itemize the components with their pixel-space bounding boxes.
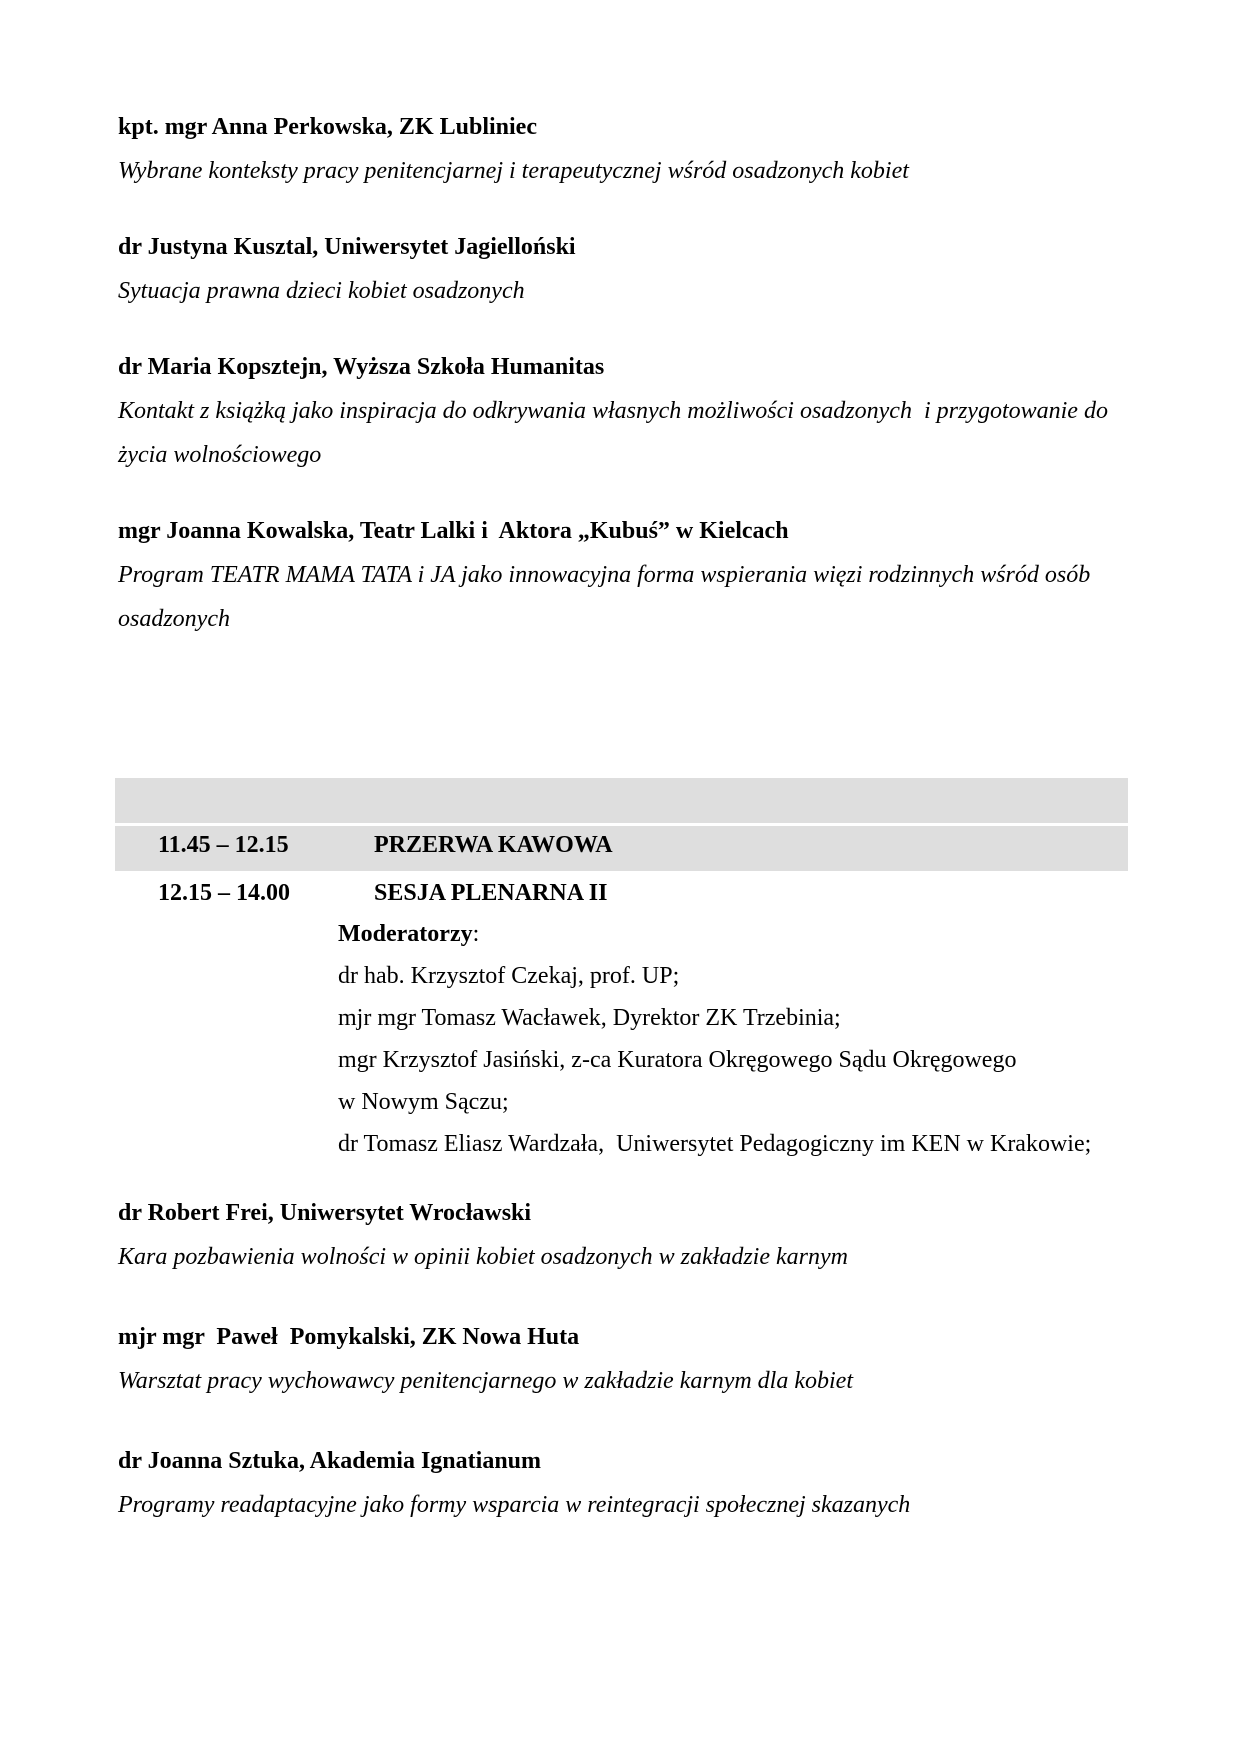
speaker-name: dr Maria Kopsztejn, Wyższa Szkoła Humanitas	[118, 354, 605, 380]
speaker-entry	[118, 345, 1128, 477]
speaker-entry	[118, 1315, 1128, 1403]
speaker-name: kpt. mgr Anna Perkowska, ZK Lubliniec	[118, 114, 537, 140]
schedule-highlight-table	[115, 778, 1128, 906]
talk-title: Kontakt z książką jako inspiracja do odkrywania własnych możliwości osadzonych i przygotowanie do życia wolnościowego	[118, 398, 1114, 468]
moderator-line: mgr Krzysztof Jasiński, z-ca Kuratora Okręgowego Sądu Okręgowego	[338, 1047, 1017, 1073]
moderator-line: w Nowym Sączu;	[338, 1089, 509, 1115]
moderator-line: dr Tomasz Eliasz Wardzała, Uniwersytet Pedagogiczny im KEN w Krakowie;	[338, 1131, 1092, 1157]
talk-title: Kara pozbawienia wolności w opinii kobiet osadzonych w zakładzie karnym	[118, 1244, 848, 1270]
speaker-name: mjr mgr Paweł Pomykalski, ZK Nowa Huta	[118, 1324, 580, 1350]
moderator-line: dr hab. Krzysztof Czekaj, prof. UP;	[338, 963, 680, 989]
moderators-heading	[338, 913, 1128, 955]
talk-title: Programy readaptacyjne jako formy wsparcia w reintegracji społecznej skazanych	[118, 1492, 911, 1518]
speaker-entries-top	[118, 105, 1128, 641]
talk-title: Sytuacja prawna dzieci kobiet osadzonych	[118, 278, 525, 304]
schedule-row	[115, 778, 1128, 858]
speaker-name: mgr Joanna Kowalska, Teatr Lalki i Aktora „Kubuś” w Kielcach	[118, 518, 789, 544]
speaker-entry	[118, 509, 1128, 641]
speaker-entry	[118, 1439, 1128, 1527]
talk-title: Program TEATR MAMA TATA i JA jako innowacyjna forma wspierania więzi rodzinnych wśród osób osadzonych	[118, 562, 1097, 632]
schedule-time: 12.15 – 14.00	[158, 880, 290, 906]
session-title: SESJA PLENARNA II	[374, 880, 608, 906]
speaker-entry	[118, 1191, 1128, 1279]
moderator-line: mjr mgr Tomasz Wacławek, Dyrektor ZK Trzebinia;	[338, 1005, 841, 1031]
session-title: PRZERWA KAWOWA	[374, 832, 613, 858]
talk-title: Warsztat pracy wychowawcy penitencjarnego w zakładzie karnym dla kobiet	[118, 1368, 853, 1394]
moderators-heading-colon: :	[472, 921, 480, 947]
speaker-name: dr Justyna Kusztal, Uniwersytet Jagielloński	[118, 234, 576, 260]
schedule-time: 11.45 – 12.15	[158, 832, 289, 858]
speaker-name: dr Robert Frei, Uniwersytet Wrocławski	[118, 1200, 532, 1226]
speaker-entry	[118, 105, 1128, 193]
speaker-entries-bottom	[118, 1191, 1128, 1527]
speaker-name: dr Joanna Sztuka, Akademia Ignatianum	[118, 1448, 541, 1474]
moderators-heading-label: Moderatorzy	[338, 921, 473, 947]
moderators-block	[338, 913, 1128, 1165]
speaker-entry	[118, 225, 1128, 313]
talk-title: Wybrane konteksty pracy penitencjarnej i terapeutycznej wśród osadzonych kobiet	[118, 158, 909, 184]
